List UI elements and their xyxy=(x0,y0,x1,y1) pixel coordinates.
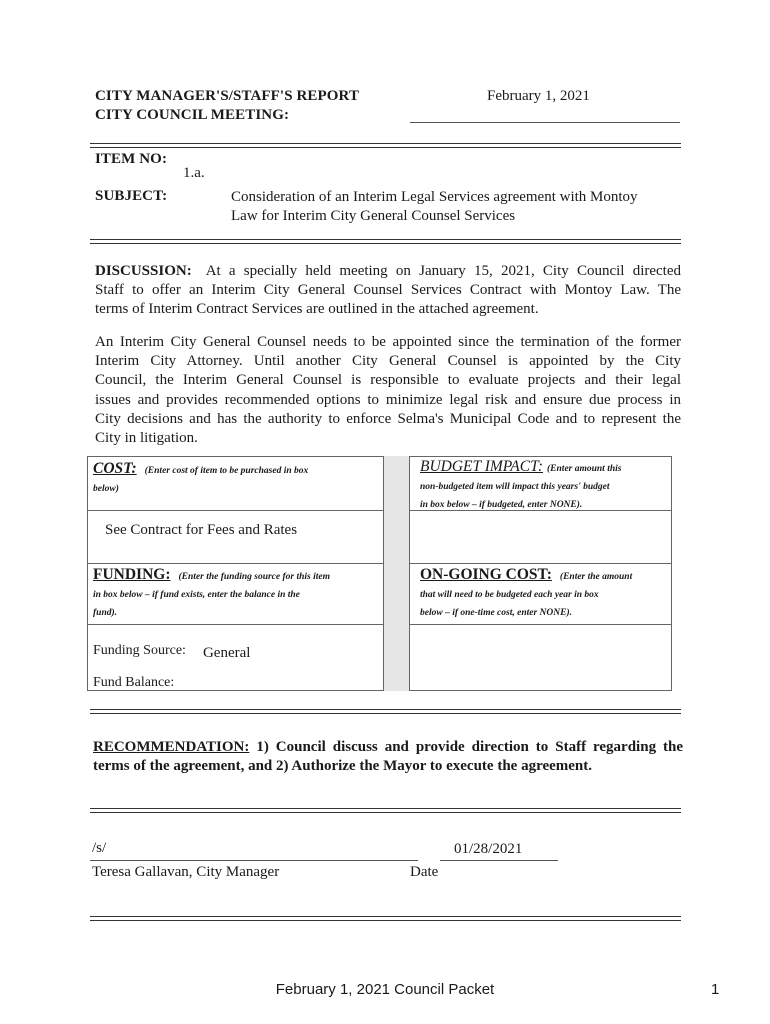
cost-budget-table xyxy=(87,456,672,691)
ongoing-cost-heading: ON-GOING COST: xyxy=(420,566,552,583)
discussion-line: Staff to offer an Interim City General Counsel Services Contract with Montoy Law. The xyxy=(95,282,681,299)
subject-text xyxy=(231,188,683,226)
ongoing-cost-heading-block xyxy=(420,567,670,621)
cost-heading: COST: xyxy=(93,460,137,477)
subject-label: SUBJECT: xyxy=(95,188,168,204)
funding-heading: FUNDING: xyxy=(93,566,171,583)
funding-note: fund). xyxy=(93,608,118,618)
discussion-line: City decisions and has the authority to enforce Selma's Municipal Code and to represent the xyxy=(95,410,681,427)
funding-source-value: General xyxy=(202,645,251,661)
signer-name: Teresa Gallavan, City Manager xyxy=(92,864,280,880)
discussion-line: terms of Interim Contract Services are outlined in the attached agreement. xyxy=(95,301,539,318)
ongoing-cost-value-cell xyxy=(409,624,672,691)
item-no-label: ITEM NO: xyxy=(95,151,168,167)
funding-source-label: Funding Source: xyxy=(93,643,186,658)
cost-heading-block xyxy=(93,461,378,497)
budget-impact-note: non-budgeted item will impact this years' budget xyxy=(420,482,610,492)
budget-impact-note: (Enter amount this xyxy=(547,464,622,474)
report-title: CITY MANAGER'S/STAFF'S REPORT xyxy=(95,88,360,104)
ongoing-cost-note: (Enter the amount xyxy=(559,572,633,582)
budget-impact-heading-block xyxy=(420,459,670,513)
meeting-date-underline xyxy=(410,122,680,123)
budget-impact-heading: BUDGET IMPACT: xyxy=(420,458,544,475)
discussion-line: DISCUSSION: At a specially held meeting on January 15, 2021, City Council directed xyxy=(95,263,681,279)
recommendation-label: RECOMMENDATION: xyxy=(93,739,250,755)
meeting-date: February 1, 2021 xyxy=(487,88,590,104)
fund-balance-label: Fund Balance: xyxy=(93,675,175,690)
cost-note: below) xyxy=(93,484,119,494)
signature-divider xyxy=(90,916,681,921)
discussion-line: issues and provides recommended options to minimize legal risk and ensure due process in xyxy=(95,391,681,408)
ongoing-cost-note: that will need to be budgeted each year in box xyxy=(420,590,599,600)
discussion-line: Council, the Interim General Counsel is responsible to evaluate projects and their legal xyxy=(95,372,681,389)
funding-note: (Enter the funding source for this item xyxy=(178,572,330,582)
funding-note: in box below – if fund exists, enter the balance in the xyxy=(93,590,300,600)
header-divider xyxy=(90,143,681,148)
recommendation-block xyxy=(93,738,683,776)
budget-impact-value-cell xyxy=(409,510,672,564)
discussion-paragraph-1 xyxy=(95,262,681,320)
signature-line xyxy=(90,860,418,861)
table-divider xyxy=(90,709,681,714)
fund-balance-row xyxy=(93,675,174,691)
discussion-label: DISCUSSION: xyxy=(95,263,192,279)
recommendation-line: RECOMMENDATION: 1) Council discuss and provide direction to Staff regarding the xyxy=(93,739,684,755)
page-number: 1 xyxy=(711,981,720,998)
date-label: Date xyxy=(410,864,439,880)
discussion-paragraph-2 xyxy=(95,333,681,448)
footer-packet-title: February 1, 2021 Council Packet xyxy=(275,981,495,998)
table-gutter xyxy=(383,456,410,691)
signature-date-value: 01/28/2021 xyxy=(454,841,523,857)
date-line xyxy=(440,860,558,861)
funding-source-row xyxy=(93,642,250,659)
subject-line: Law for Interim City General Counsel Services xyxy=(231,208,516,224)
meeting-label: CITY COUNCIL MEETING: xyxy=(95,107,290,123)
funding-heading-block xyxy=(93,567,378,621)
discussion-line: Interim City Attorney. Until another City General Counsel is appointed by the City xyxy=(95,353,681,370)
subject-line: Consideration of an Interim Legal Services agreement with Montoy xyxy=(231,189,638,205)
ongoing-cost-note: below – if one-time cost, enter NONE). xyxy=(420,608,572,618)
subject-divider xyxy=(90,239,681,244)
budget-impact-note: in box below – if budgeted, enter NONE). xyxy=(420,500,583,510)
cost-note: (Enter cost of item to be purchased in box xyxy=(144,466,309,476)
signature-mark: /s/ xyxy=(92,840,107,856)
discussion-line: City in litigation. xyxy=(95,430,198,447)
recommendation-divider xyxy=(90,808,681,813)
discussion-line: An Interim City General Counsel needs to be appointed since the termination of the former xyxy=(95,334,681,350)
recommendation-line: terms of the agreement, and 2) Authorize the Mayor to execute the agreement. xyxy=(93,758,593,774)
item-no-value: 1.a. xyxy=(183,165,205,181)
cost-value: See Contract for Fees and Rates xyxy=(105,522,298,538)
